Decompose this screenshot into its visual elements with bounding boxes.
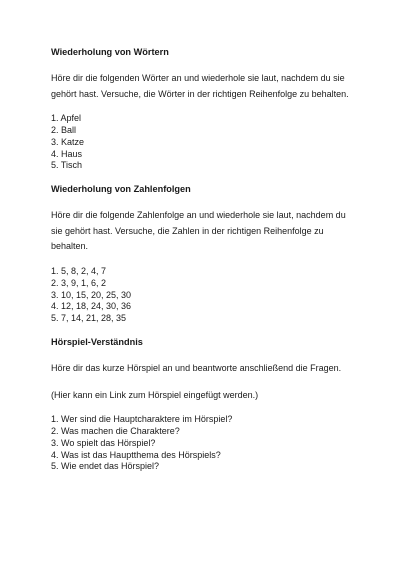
document-page (51, 46, 351, 473)
list-item: 3. Wo spielt das Hörspiel? (51, 437, 156, 448)
number-sequence-list (51, 266, 351, 325)
section-text-words: Höre dir die folgenden Wörter an und wiederhole sie laut, nachdem du sie gehört hast. Versuche, die Wörter in der richtigen Reihenfolge zu behalten. (51, 73, 349, 99)
list-item: 3. 10, 15, 20, 25, 30 (51, 289, 132, 300)
list-item: 2. Was machen die Charaktere? (51, 425, 180, 436)
list-item: 5. Wie endet das Hörspiel? (51, 461, 160, 472)
list-item: 5. 7, 14, 21, 28, 35 (51, 313, 127, 324)
list-item: 2. 3, 9, 1, 6, 2 (51, 277, 107, 288)
section-title-numbers: Wiederholung von Zahlenfolgen (51, 184, 191, 195)
section-title-radio-play: Hörspiel-Verständnis (51, 336, 143, 347)
section-text-numbers: Höre dir die folgende Zahlenfolge an und wiederhole sie laut, nachdem du sie gehört hast. Versuche, die Zahlen in der richtigen Reihenfolge zu behalten. (51, 210, 346, 252)
list-item: 3. Katze (51, 136, 85, 147)
section-title-words: Wiederholung von Wörtern (51, 47, 169, 57)
link-placeholder-note: (Hier kann ein Link zum Hörspiel eingefügt werden.) (51, 389, 259, 400)
list-item: 1. Apfel (51, 113, 82, 124)
list-item: 4. Was ist das Hauptthema des Hörspiels? (51, 449, 221, 460)
list-item: 2. Ball (51, 124, 77, 135)
list-item: 4. 12, 18, 24, 30, 36 (51, 301, 132, 312)
section-text-radio-play: Höre dir das kurze Hörspiel an und beantworte anschließend die Fragen. (51, 362, 342, 373)
word-list (51, 113, 351, 172)
question-list (51, 414, 351, 473)
list-item: 1. 5, 8, 2, 4, 7 (51, 265, 107, 276)
list-item: 1. Wer sind die Hauptcharaktere im Hörspiel? (51, 414, 233, 425)
list-item: 5. Tisch (51, 160, 83, 171)
list-item: 4. Haus (51, 148, 83, 159)
